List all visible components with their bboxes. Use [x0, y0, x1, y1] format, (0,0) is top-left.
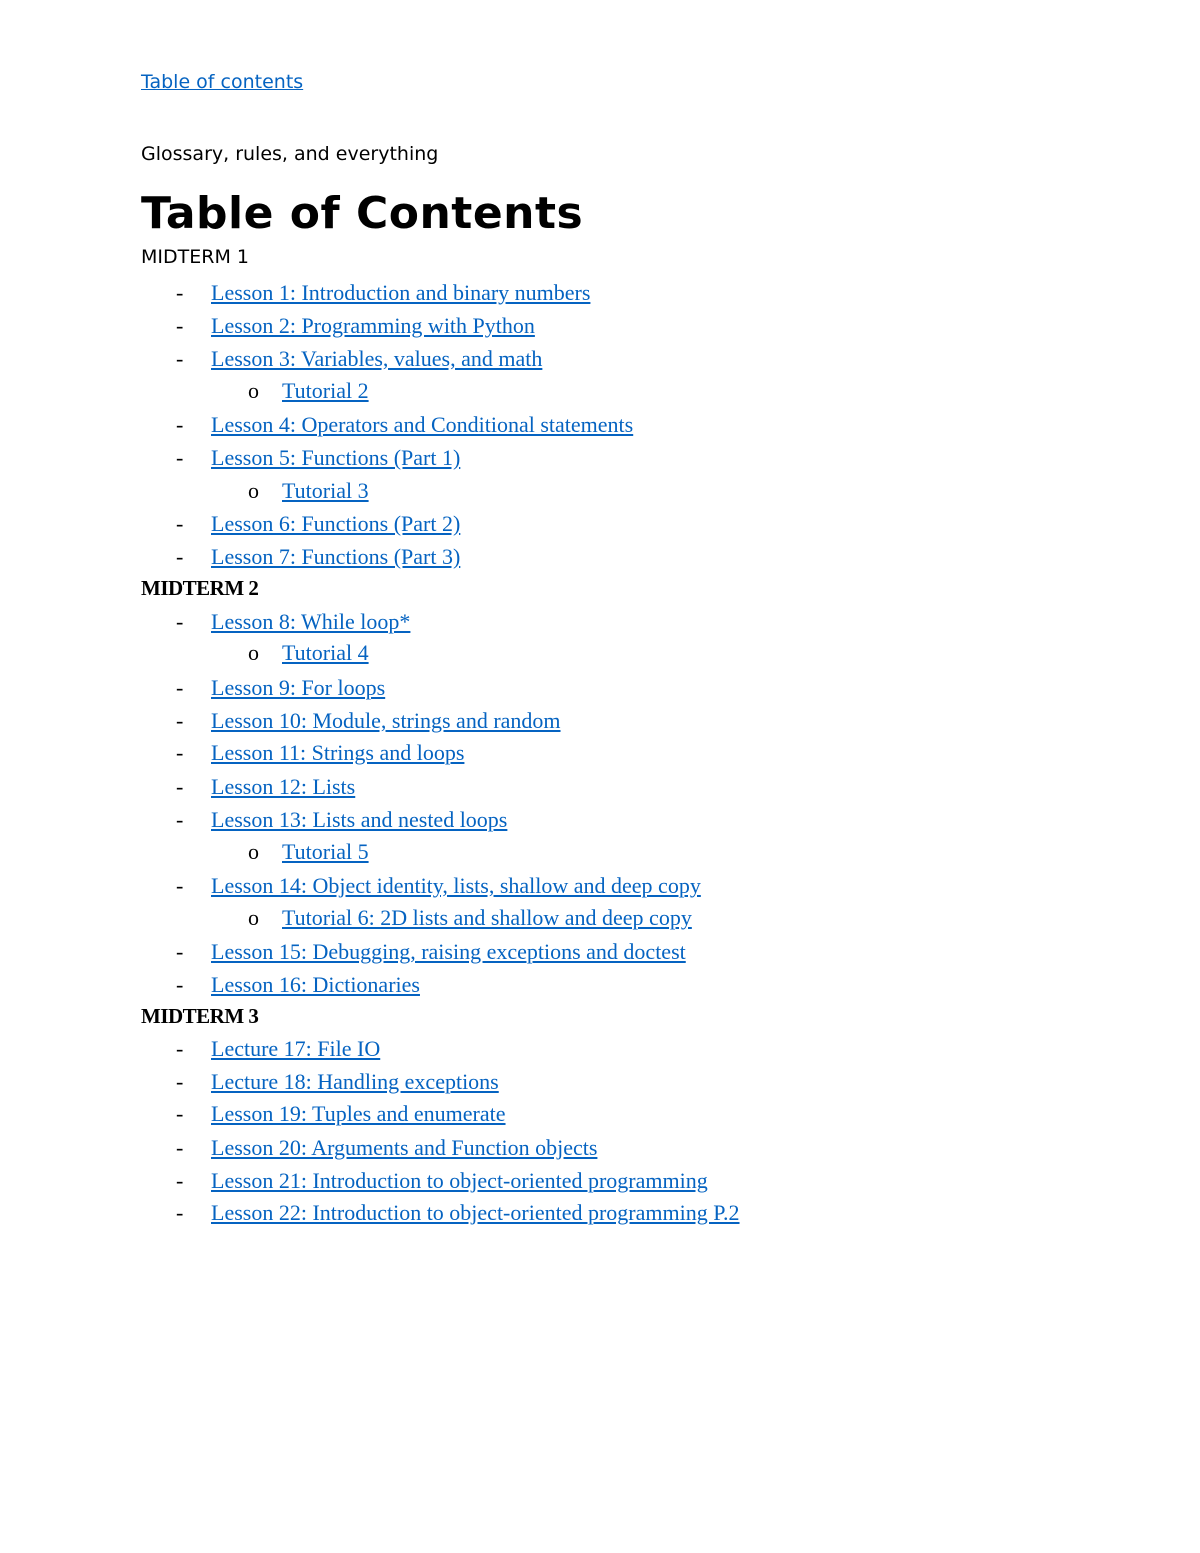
- dash-bullet: -: [176, 675, 184, 700]
- toc-heading: Table of Contents: [141, 188, 584, 239]
- dash-bullet: -: [176, 1069, 184, 1094]
- dash-bullet: -: [176, 873, 184, 898]
- toc-link-lesson-5[interactable]: Lesson 5: Functions (Part 1): [211, 445, 461, 470]
- section-midterm-1-label: MIDTERM 1: [141, 246, 249, 268]
- dash-bullet: -: [176, 939, 184, 964]
- toc-link-lesson-7[interactable]: Lesson 7: Functions (Part 3): [211, 544, 461, 569]
- toc-link-lesson-12[interactable]: Lesson 12: Lists: [211, 774, 356, 799]
- toc-link-lecture-18[interactable]: Lecture 18: Handling exceptions: [211, 1069, 499, 1094]
- dash-bullet: -: [176, 1135, 184, 1160]
- toc-link-lesson-4[interactable]: Lesson 4: Operators and Conditional statements: [211, 412, 634, 437]
- dash-bullet: -: [176, 280, 184, 305]
- dash-bullet: -: [176, 774, 184, 799]
- dash-bullet: -: [176, 708, 184, 733]
- toc-link-lesson-3[interactable]: Lesson 3: Variables, values, and math: [211, 346, 543, 371]
- toc-link-lesson-1[interactable]: Lesson 1: Introduction and binary numbers: [211, 280, 591, 305]
- dash-bullet: -: [176, 544, 184, 569]
- toc-link-lesson-10[interactable]: Lesson 10: Module, strings and random: [211, 708, 561, 733]
- dash-bullet: -: [176, 412, 184, 437]
- dash-bullet: -: [176, 740, 184, 765]
- dash-bullet: -: [176, 609, 184, 634]
- toc-link-tutorial-6[interactable]: Tutorial 6: 2D lists and shallow and deep copy: [282, 905, 692, 930]
- toc-link-lesson-21[interactable]: Lesson 21: Introduction to object-oriented programming: [211, 1168, 708, 1193]
- toc-link-lesson-11[interactable]: Lesson 11: Strings and loops: [211, 740, 465, 765]
- dash-bullet: -: [176, 445, 184, 470]
- dash-bullet: -: [176, 313, 184, 338]
- toc-link-lesson-14[interactable]: Lesson 14: Object identity, lists, shallow and deep copy: [211, 873, 701, 898]
- circle-bullet: o: [248, 640, 259, 665]
- dash-bullet: -: [176, 1036, 184, 1061]
- dash-bullet: -: [176, 972, 184, 997]
- toc-link-tutorial-2[interactable]: Tutorial 2: [282, 378, 369, 403]
- document-subtitle: Glossary, rules, and everything: [141, 143, 439, 165]
- toc-link-lesson-6[interactable]: Lesson 6: Functions (Part 2): [211, 511, 461, 536]
- toc-link-lesson-22[interactable]: Lesson 22: Introduction to object-oriented programming P.2: [211, 1200, 740, 1225]
- toc-link-lesson-13[interactable]: Lesson 13: Lists and nested loops: [211, 807, 508, 832]
- toc-link-lecture-17[interactable]: Lecture 17: File IO: [211, 1036, 381, 1061]
- section-midterm-3-label: MIDTERM 3: [141, 1004, 259, 1028]
- toc-link-lesson-16[interactable]: Lesson 16: Dictionaries: [211, 972, 420, 997]
- section-midterm-2-label: MIDTERM 2: [141, 576, 259, 600]
- dash-bullet: -: [176, 346, 184, 371]
- circle-bullet: o: [248, 478, 259, 503]
- dash-bullet: -: [176, 1200, 184, 1225]
- toc-link-tutorial-5[interactable]: Tutorial 5: [282, 839, 369, 864]
- toc-link-lesson-2[interactable]: Lesson 2: Programming with Python: [211, 313, 535, 338]
- dash-bullet: -: [176, 511, 184, 536]
- dash-bullet: -: [176, 807, 184, 832]
- toc-link-lesson-9[interactable]: Lesson 9: For loops: [211, 675, 386, 700]
- toc-link-lesson-15[interactable]: Lesson 15: Debugging, raising exceptions and doctest: [211, 939, 686, 964]
- table-of-contents-link[interactable]: Table of contents: [141, 71, 304, 93]
- toc-link-lesson-19[interactable]: Lesson 19: Tuples and enumerate: [211, 1101, 506, 1126]
- toc-link-tutorial-3[interactable]: Tutorial 3: [282, 478, 369, 503]
- dash-bullet: -: [176, 1168, 184, 1193]
- circle-bullet: o: [248, 905, 259, 930]
- toc-link-tutorial-4[interactable]: Tutorial 4: [282, 640, 369, 665]
- toc-link-lesson-20[interactable]: Lesson 20: Arguments and Function objects: [211, 1135, 598, 1160]
- circle-bullet: o: [248, 839, 259, 864]
- circle-bullet: o: [248, 378, 259, 403]
- toc-link-lesson-8[interactable]: Lesson 8: While loop*: [211, 609, 411, 634]
- dash-bullet: -: [176, 1101, 184, 1126]
